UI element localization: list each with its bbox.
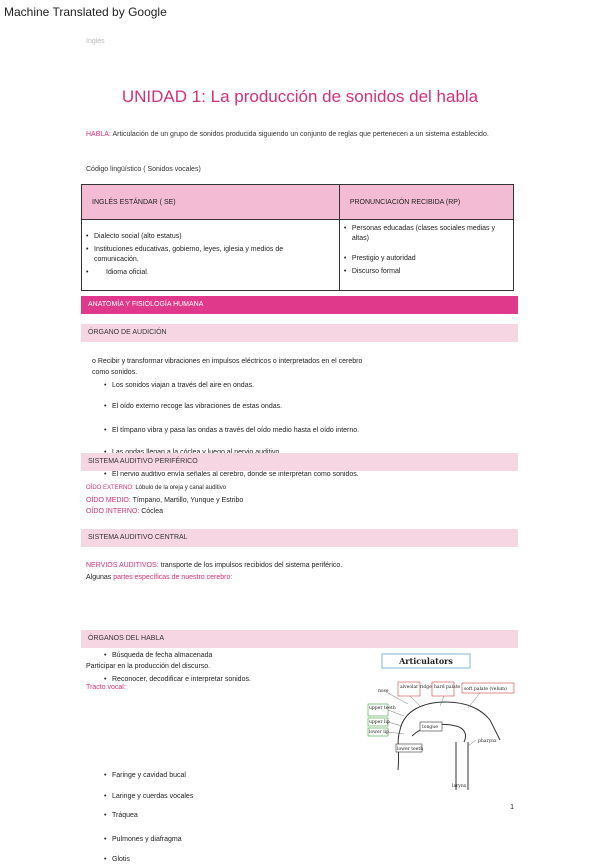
translator-banner: Machine Translated by Google — [4, 5, 167, 19]
section-hearing: ÓRGANO DE AUDICIÓN — [81, 324, 518, 342]
diagram-label: lower teeth — [397, 747, 424, 752]
diagram-label: pharynx — [478, 739, 497, 744]
diagram-label: alveolar ridge — [400, 685, 432, 690]
comparison-table — [81, 184, 514, 291]
list-item: • Pulmones y diafragma — [104, 835, 600, 844]
speech-intro: Participar en la producción del discurso. — [86, 663, 211, 670]
code-label: Código lingüístico ( Sonidos vocales) — [86, 166, 201, 173]
list-item: • Personas educadas (clases sociales medias y altas) — [344, 224, 509, 244]
diagram-label: tongue — [422, 725, 438, 730]
peripheral-inner: OÍDO INTERNO: Cóclea — [86, 508, 164, 515]
section-peripheral: SISTEMA AUDITIVO PERIFÉRICO — [81, 453, 518, 471]
diagram-label: larynx — [452, 784, 467, 789]
list-item: • El oído externo recoge las vibraciones de estas ondas. — [104, 402, 600, 411]
diagram-label: upper teeth — [369, 706, 396, 711]
list-item: • Prestigio y autoridad — [344, 254, 509, 264]
definition-text: Articulación de un grupo de sonidos producida siguiendo un conjunto de reglas que pertenecen a un sistema establecido. — [112, 131, 489, 138]
table-cell-se — [82, 220, 340, 291]
diagram-label: lower lip — [369, 730, 390, 735]
diagram-label: hard palate — [434, 685, 461, 690]
diagram-label: soft palate (velum) — [464, 687, 507, 692]
list-item: • Discurso formal — [344, 267, 509, 277]
list-item: • El tímpano vibra y pasa las ondas a través del oído medio hasta el oído interno. — [104, 426, 600, 435]
table-cell-rp — [339, 220, 513, 291]
articulators-diagram — [360, 650, 520, 790]
hearing-intro-2: como sonidos. — [92, 369, 138, 376]
language-label: Inglés — [86, 38, 105, 45]
list-item: • Instituciones educativas, gobierno, leyes, iglesia y medios de comunicación. — [86, 245, 335, 265]
central-nerves: NERVIOS AUDITIVOS: transporte de los impulsos recibidos del sistema periférico. — [86, 562, 343, 569]
page-title: UNIDAD 1: La producción de sonidos del habla — [121, 87, 479, 106]
page-number: 1 — [510, 804, 514, 811]
peripheral-middle: OÍDO MEDIO: Tímpano, Martillo, Yunque y Estribo — [86, 497, 244, 504]
list-item: • Búsqueda de fecha almacenada — [104, 651, 600, 660]
list-item: • Laringe y cuerdas vocales — [104, 792, 600, 801]
table-header-se: INGLÉS ESTÁNDAR ( SE) — [82, 185, 340, 220]
list-item: • El nervio auditivo envía señales al cerebro, donde se interpretan como sonidos. — [104, 470, 600, 479]
diagram-title: Articulators — [399, 656, 453, 666]
list-item: • Idioma oficial. — [86, 268, 335, 278]
list-item: • Tráquea — [104, 811, 600, 820]
table-header-rp: PRONUNCIACIÓN RECIBIDA (RP) — [339, 185, 513, 220]
tract-label: Tracto vocal: — [86, 684, 126, 691]
list-item: • Los sonidos viajan a través del aire en ondas. — [104, 381, 600, 390]
list-item: • Reconocer, decodificar e interpretar sonidos. — [104, 675, 600, 684]
hearing-intro: o Recibir y transformar vibraciones en impulsos eléctricos o interpretados en el cerebro — [92, 358, 363, 365]
section-anatomy: ANATOMÍA Y FISIOLOGÍA HUMANA — [81, 296, 518, 314]
central-parts: Algunas partes específicas de nuestro cerebro: — [86, 574, 233, 581]
list-item: • Faringe y cavidad bucal — [104, 771, 600, 780]
diagram-label: upper lip — [369, 720, 390, 725]
definition — [86, 131, 489, 138]
definition-term: HABLA: — [86, 131, 111, 138]
diagram-label: nose — [378, 689, 389, 694]
section-central: SISTEMA AUDITIVO CENTRAL — [81, 529, 518, 547]
peripheral-outer: OÍDO EXTERNO: Lóbulo de la oreja y canal auditivo — [86, 485, 227, 491]
section-speech: ÓRGANOS DEL HABLA — [81, 630, 518, 648]
list-item: • Dialecto social (alto estatus) — [86, 232, 335, 242]
list-item: • Glotis — [104, 855, 600, 864]
